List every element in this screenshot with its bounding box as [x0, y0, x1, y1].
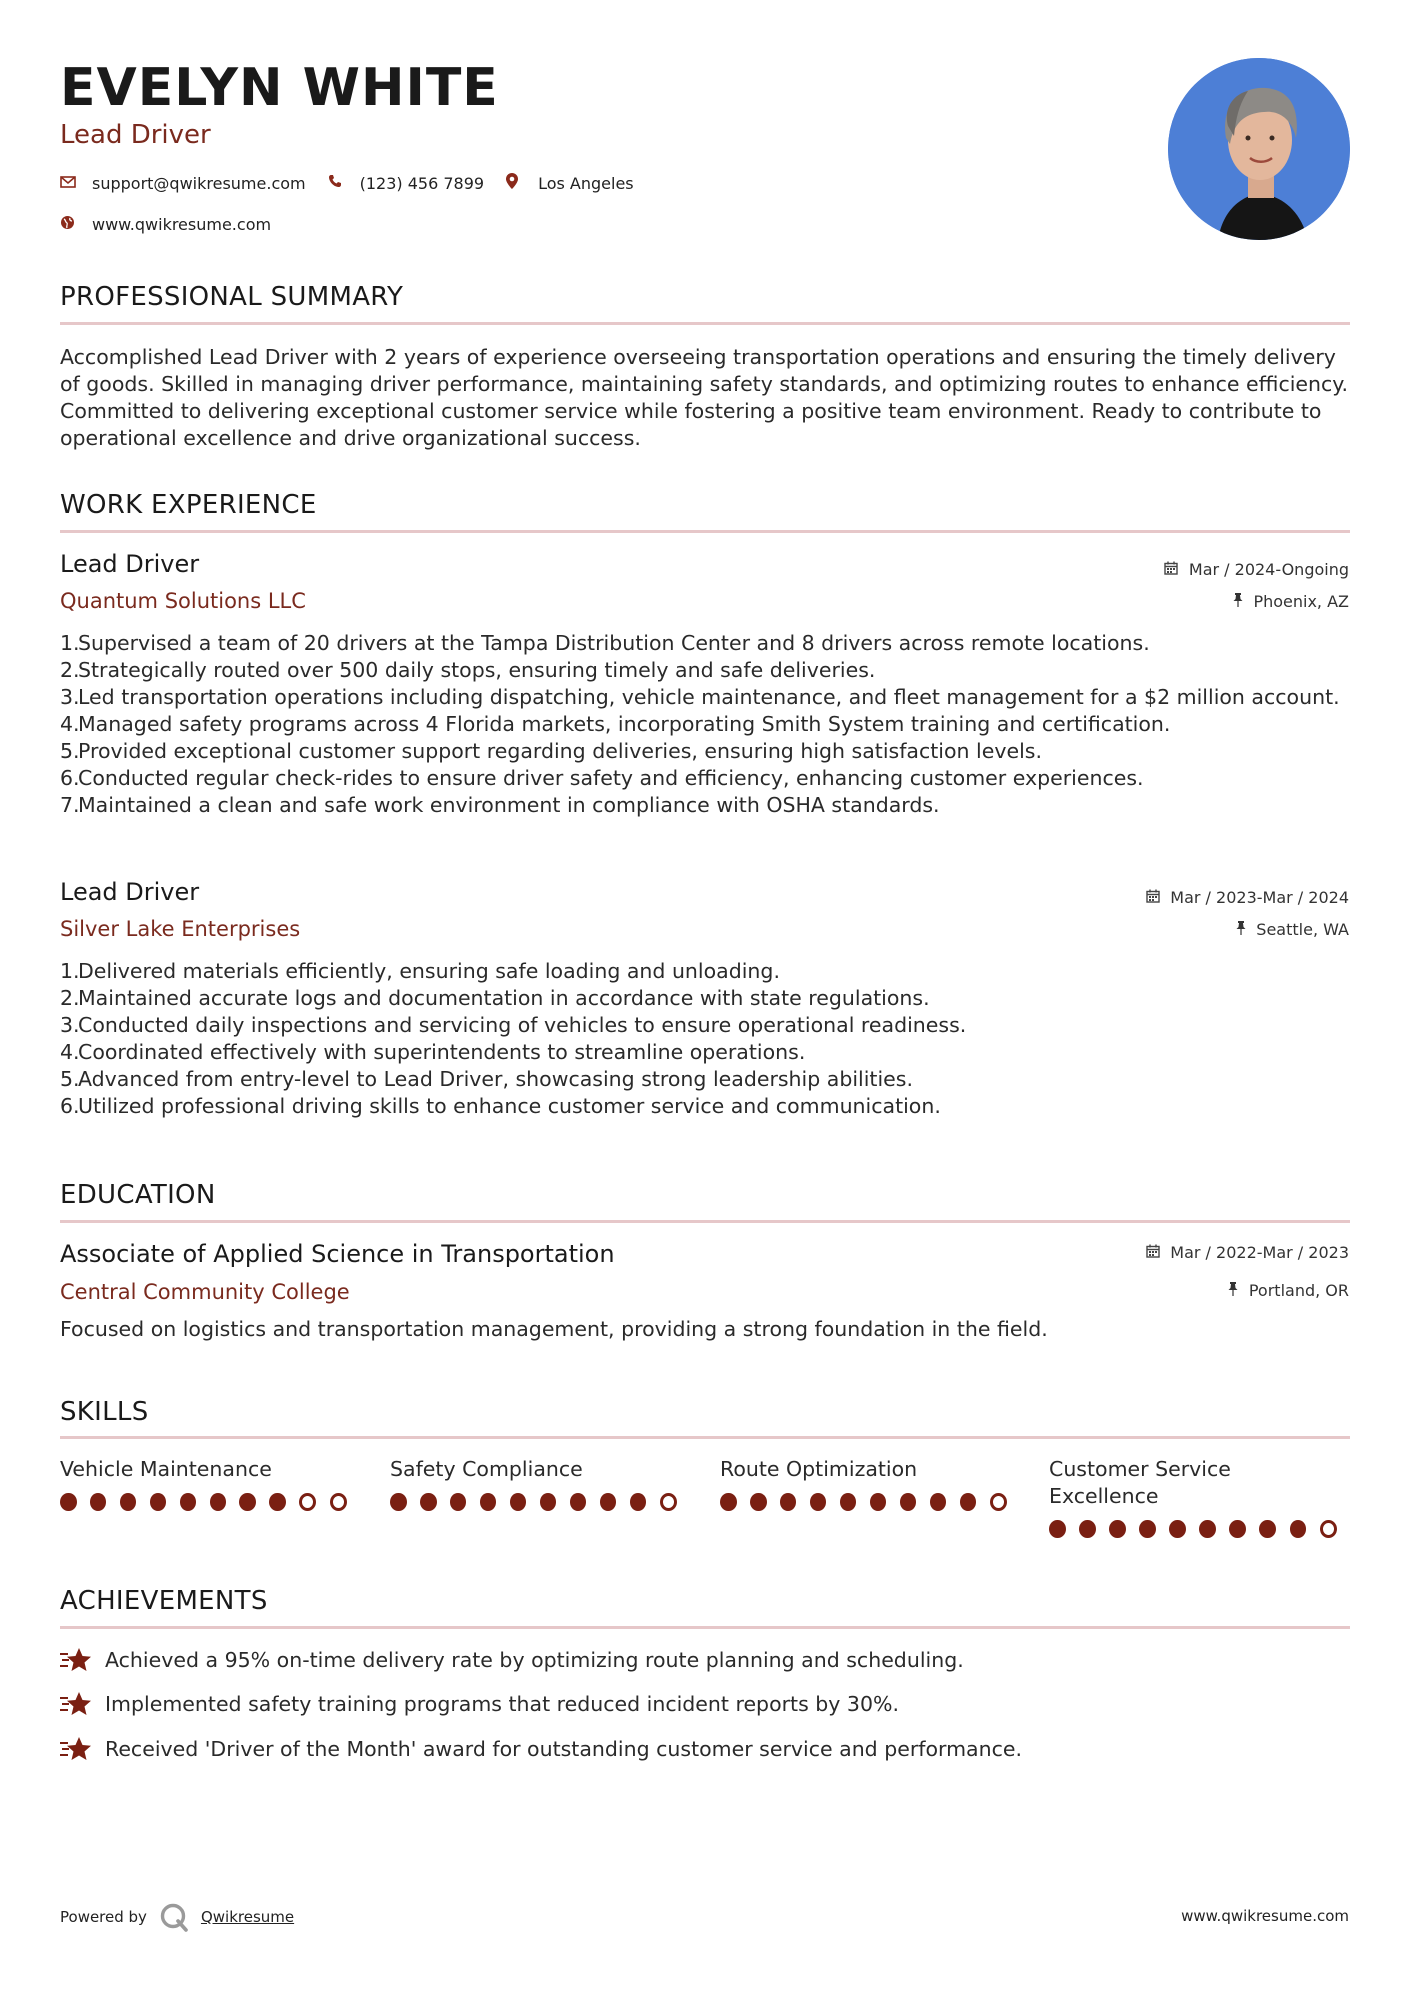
skill-item: [60, 1456, 360, 1511]
rating-dot-filled: [120, 1493, 137, 1511]
experience-divider: [60, 530, 1350, 533]
candidate-name: EVELYN WHITE: [60, 58, 499, 118]
job-1-location: [1233, 592, 1349, 611]
rating-dot-empty: [299, 1493, 316, 1511]
rating-dot-filled: [720, 1493, 737, 1511]
list-item: 7. Maintained a clean and safe work environment in compliance with OSHA standards.: [60, 793, 940, 817]
qwikresume-link[interactable]: Qwikresume: [200, 1908, 295, 1926]
list-item: 3. Led transportation operations including dispatching, vehicle maintenance, and fleet management for a $2 million account.: [60, 685, 1340, 709]
job-2-location: [1236, 920, 1349, 939]
summary-text: Accomplished Lead Driver with 2 years of experience overseeing transportation operations and ensuring the timely delivery of goods. Skilled in managing driver performance, maintaining safety standards, and optimizing routes to enhance efficiency. Committed to delivering exceptional customer service while fostering a positive team environment. Ready to contribute to operational excellence and drive organizational success.: [60, 345, 1349, 450]
job-2-title: Lead Driver: [60, 878, 200, 906]
location-text: Los Angeles: [538, 173, 634, 193]
achievement-text: Implemented safety training programs that reduced incident reports by 30%.: [105, 1692, 900, 1716]
list-item: 5. Advanced from entry-level to Lead Driver, showcasing strong leadership abilities.: [60, 1067, 913, 1091]
star-award-icon: [60, 1646, 92, 1674]
skill-item: [720, 1456, 1020, 1511]
rating-dot-empty: [1320, 1520, 1337, 1538]
job-1-bullets: [60, 630, 1350, 819]
list-item: 6. Conducted regular check-rides to ensure driver safety and efficiency, enhancing customer experiences.: [60, 766, 1144, 790]
skill-item: [1049, 1456, 1350, 1538]
skill-rating: [1049, 1520, 1350, 1538]
rating-dot-filled: [420, 1493, 437, 1511]
achievements-divider: [60, 1626, 1350, 1629]
summary-heading: PROFESSIONAL SUMMARY: [60, 282, 404, 312]
powered-by-label: Powered by: [60, 1908, 147, 1926]
job-1-dates-text: Mar / 2024-Ongoing: [1188, 560, 1349, 579]
achievement-item: [60, 1646, 964, 1674]
rating-dot-filled: [780, 1493, 797, 1511]
rating-dot-filled: [540, 1493, 557, 1511]
rating-dot-filled: [840, 1493, 857, 1511]
skill-item: [390, 1456, 690, 1511]
rating-dot-filled: [239, 1493, 256, 1511]
skill-name: Safety Compliance: [390, 1457, 583, 1481]
summary-divider: [60, 322, 1350, 325]
list-item: 5. Provided exceptional customer support regarding deliveries, ensuring high satisfaction levels.: [60, 739, 1042, 763]
job-2-company: Silver Lake Enterprises: [60, 917, 301, 941]
education-degree: Associate of Applied Science in Transportation: [60, 1240, 615, 1268]
pushpin-icon: [1236, 923, 1250, 939]
education-heading: EDUCATION: [60, 1180, 216, 1210]
skills-divider: [60, 1436, 1350, 1439]
rating-dot-filled: [1199, 1520, 1216, 1538]
rating-dot-filled: [570, 1493, 587, 1511]
rating-dot-filled: [1169, 1520, 1186, 1538]
skill-name: Vehicle Maintenance: [60, 1457, 272, 1481]
skill-rating: [60, 1493, 360, 1511]
rating-dot-filled: [210, 1493, 227, 1511]
email-text[interactable]: support@qwikresume.com: [92, 173, 306, 193]
rating-dot-filled: [750, 1493, 767, 1511]
phone-icon: [328, 174, 350, 192]
rating-dot-filled: [269, 1493, 286, 1511]
rating-dot-filled: [150, 1493, 167, 1511]
rating-dot-empty: [330, 1493, 347, 1511]
skill-rating: [390, 1493, 690, 1511]
job-2-dates: [1146, 888, 1349, 907]
education-location-text: Portland, OR: [1248, 1281, 1349, 1300]
education-school: Central Community College: [60, 1280, 350, 1304]
achievement-text: Achieved a 95% on-time delivery rate by optimizing route planning and scheduling.: [105, 1648, 964, 1672]
job-2-dates-text: Mar / 2023-Mar / 2024: [1170, 888, 1349, 907]
star-award-icon: [60, 1735, 92, 1763]
map-pin-icon: [506, 173, 528, 193]
list-item: 1. Delivered materials efficiently, ensuring safe loading and unloading.: [60, 959, 780, 983]
education-description: Focused on logistics and transportation management, providing a strong foundation in the field.: [60, 1317, 1048, 1341]
rating-dot-filled: [1290, 1520, 1307, 1538]
education-dates-text: Mar / 2022-Mar / 2023: [1170, 1243, 1349, 1262]
rating-dot-filled: [60, 1493, 77, 1511]
job-2-location-text: Seattle, WA: [1256, 920, 1349, 939]
candidate-role: Lead Driver: [60, 120, 211, 150]
skill-rating: [720, 1493, 1020, 1511]
achievement-item: [60, 1690, 899, 1718]
rating-dot-filled: [810, 1493, 827, 1511]
profile-photo: [1168, 58, 1350, 240]
job-1-location-text: Phoenix, AZ: [1253, 592, 1349, 611]
phone-text: (123) 456 7899: [359, 173, 485, 193]
website-text[interactable]: www.qwikresume.com: [92, 215, 272, 234]
star-award-icon: [60, 1690, 92, 1718]
list-item: 6. Utilized professional driving skills to enhance customer service and communication.: [60, 1094, 941, 1118]
rating-dot-filled: [1139, 1520, 1156, 1538]
rating-dot-filled: [900, 1493, 917, 1511]
rating-dot-filled: [180, 1493, 197, 1511]
rating-dot-filled: [1079, 1520, 1096, 1538]
contact-row-2: [60, 215, 293, 234]
globe-icon: [60, 215, 82, 234]
envelope-icon: [60, 174, 82, 192]
rating-dot-filled: [600, 1493, 617, 1511]
rating-dot-filled: [510, 1493, 527, 1511]
experience-heading: WORK EXPERIENCE: [60, 490, 317, 520]
contact-row-1: [60, 173, 656, 193]
calendar-icon: [1146, 891, 1164, 907]
calendar-icon: [1146, 1246, 1164, 1262]
pushpin-icon: [1228, 1284, 1242, 1300]
footer-powered-by: [60, 1902, 294, 1932]
list-item: 4. Coordinated effectively with superintendents to streamline operations.: [60, 1040, 806, 1064]
education-divider: [60, 1220, 1350, 1223]
rating-dot-empty: [990, 1493, 1007, 1511]
achievement-text: Received 'Driver of the Month' award for outstanding customer service and performance.: [105, 1737, 1023, 1761]
rating-dot-filled: [1229, 1520, 1246, 1538]
achievement-item: [60, 1735, 1022, 1763]
rating-dot-filled: [930, 1493, 947, 1511]
calendar-icon: [1164, 563, 1182, 579]
rating-dot-empty: [660, 1493, 677, 1511]
rating-dot-filled: [390, 1493, 407, 1511]
list-item: 3. Conducted daily inspections and servicing of vehicles to ensure operational readiness.: [60, 1013, 967, 1037]
achievements-heading: ACHIEVEMENTS: [60, 1586, 268, 1616]
skill-name: Route Optimization: [720, 1457, 918, 1481]
footer-website[interactable]: www.qwikresume.com: [1181, 1907, 1349, 1925]
rating-dot-filled: [90, 1493, 107, 1511]
rating-dot-filled: [1259, 1520, 1276, 1538]
list-item: 2. Maintained accurate logs and documentation in accordance with state regulations.: [60, 986, 930, 1010]
job-1-company: Quantum Solutions LLC: [60, 589, 306, 613]
rating-dot-filled: [450, 1493, 467, 1511]
job-2-bullets: [60, 958, 1350, 1120]
rating-dot-filled: [1109, 1520, 1126, 1538]
education-dates: [1146, 1243, 1349, 1262]
job-1-title: Lead Driver: [60, 550, 200, 578]
rating-dot-filled: [1049, 1520, 1066, 1538]
pushpin-icon: [1233, 595, 1247, 611]
rating-dot-filled: [480, 1493, 497, 1511]
education-location: [1228, 1281, 1349, 1300]
skills-heading: SKILLS: [60, 1397, 149, 1427]
job-1-dates: [1164, 560, 1349, 579]
list-item: 2. Strategically routed over 500 daily stops, ensuring timely and safe deliveries.: [60, 658, 876, 682]
skill-name: Customer Service Excellence: [1049, 1457, 1231, 1508]
list-item: 1. Supervised a team of 20 drivers at the Tampa Distribution Center and 8 drivers across remote locations.: [60, 631, 1150, 655]
rating-dot-filled: [630, 1493, 647, 1511]
list-item: 4. Managed safety programs across 4 Florida markets, incorporating Smith System training and certification.: [60, 712, 1171, 736]
qwikresume-logo-icon: [159, 1902, 189, 1932]
rating-dot-filled: [870, 1493, 887, 1511]
rating-dot-filled: [960, 1493, 977, 1511]
